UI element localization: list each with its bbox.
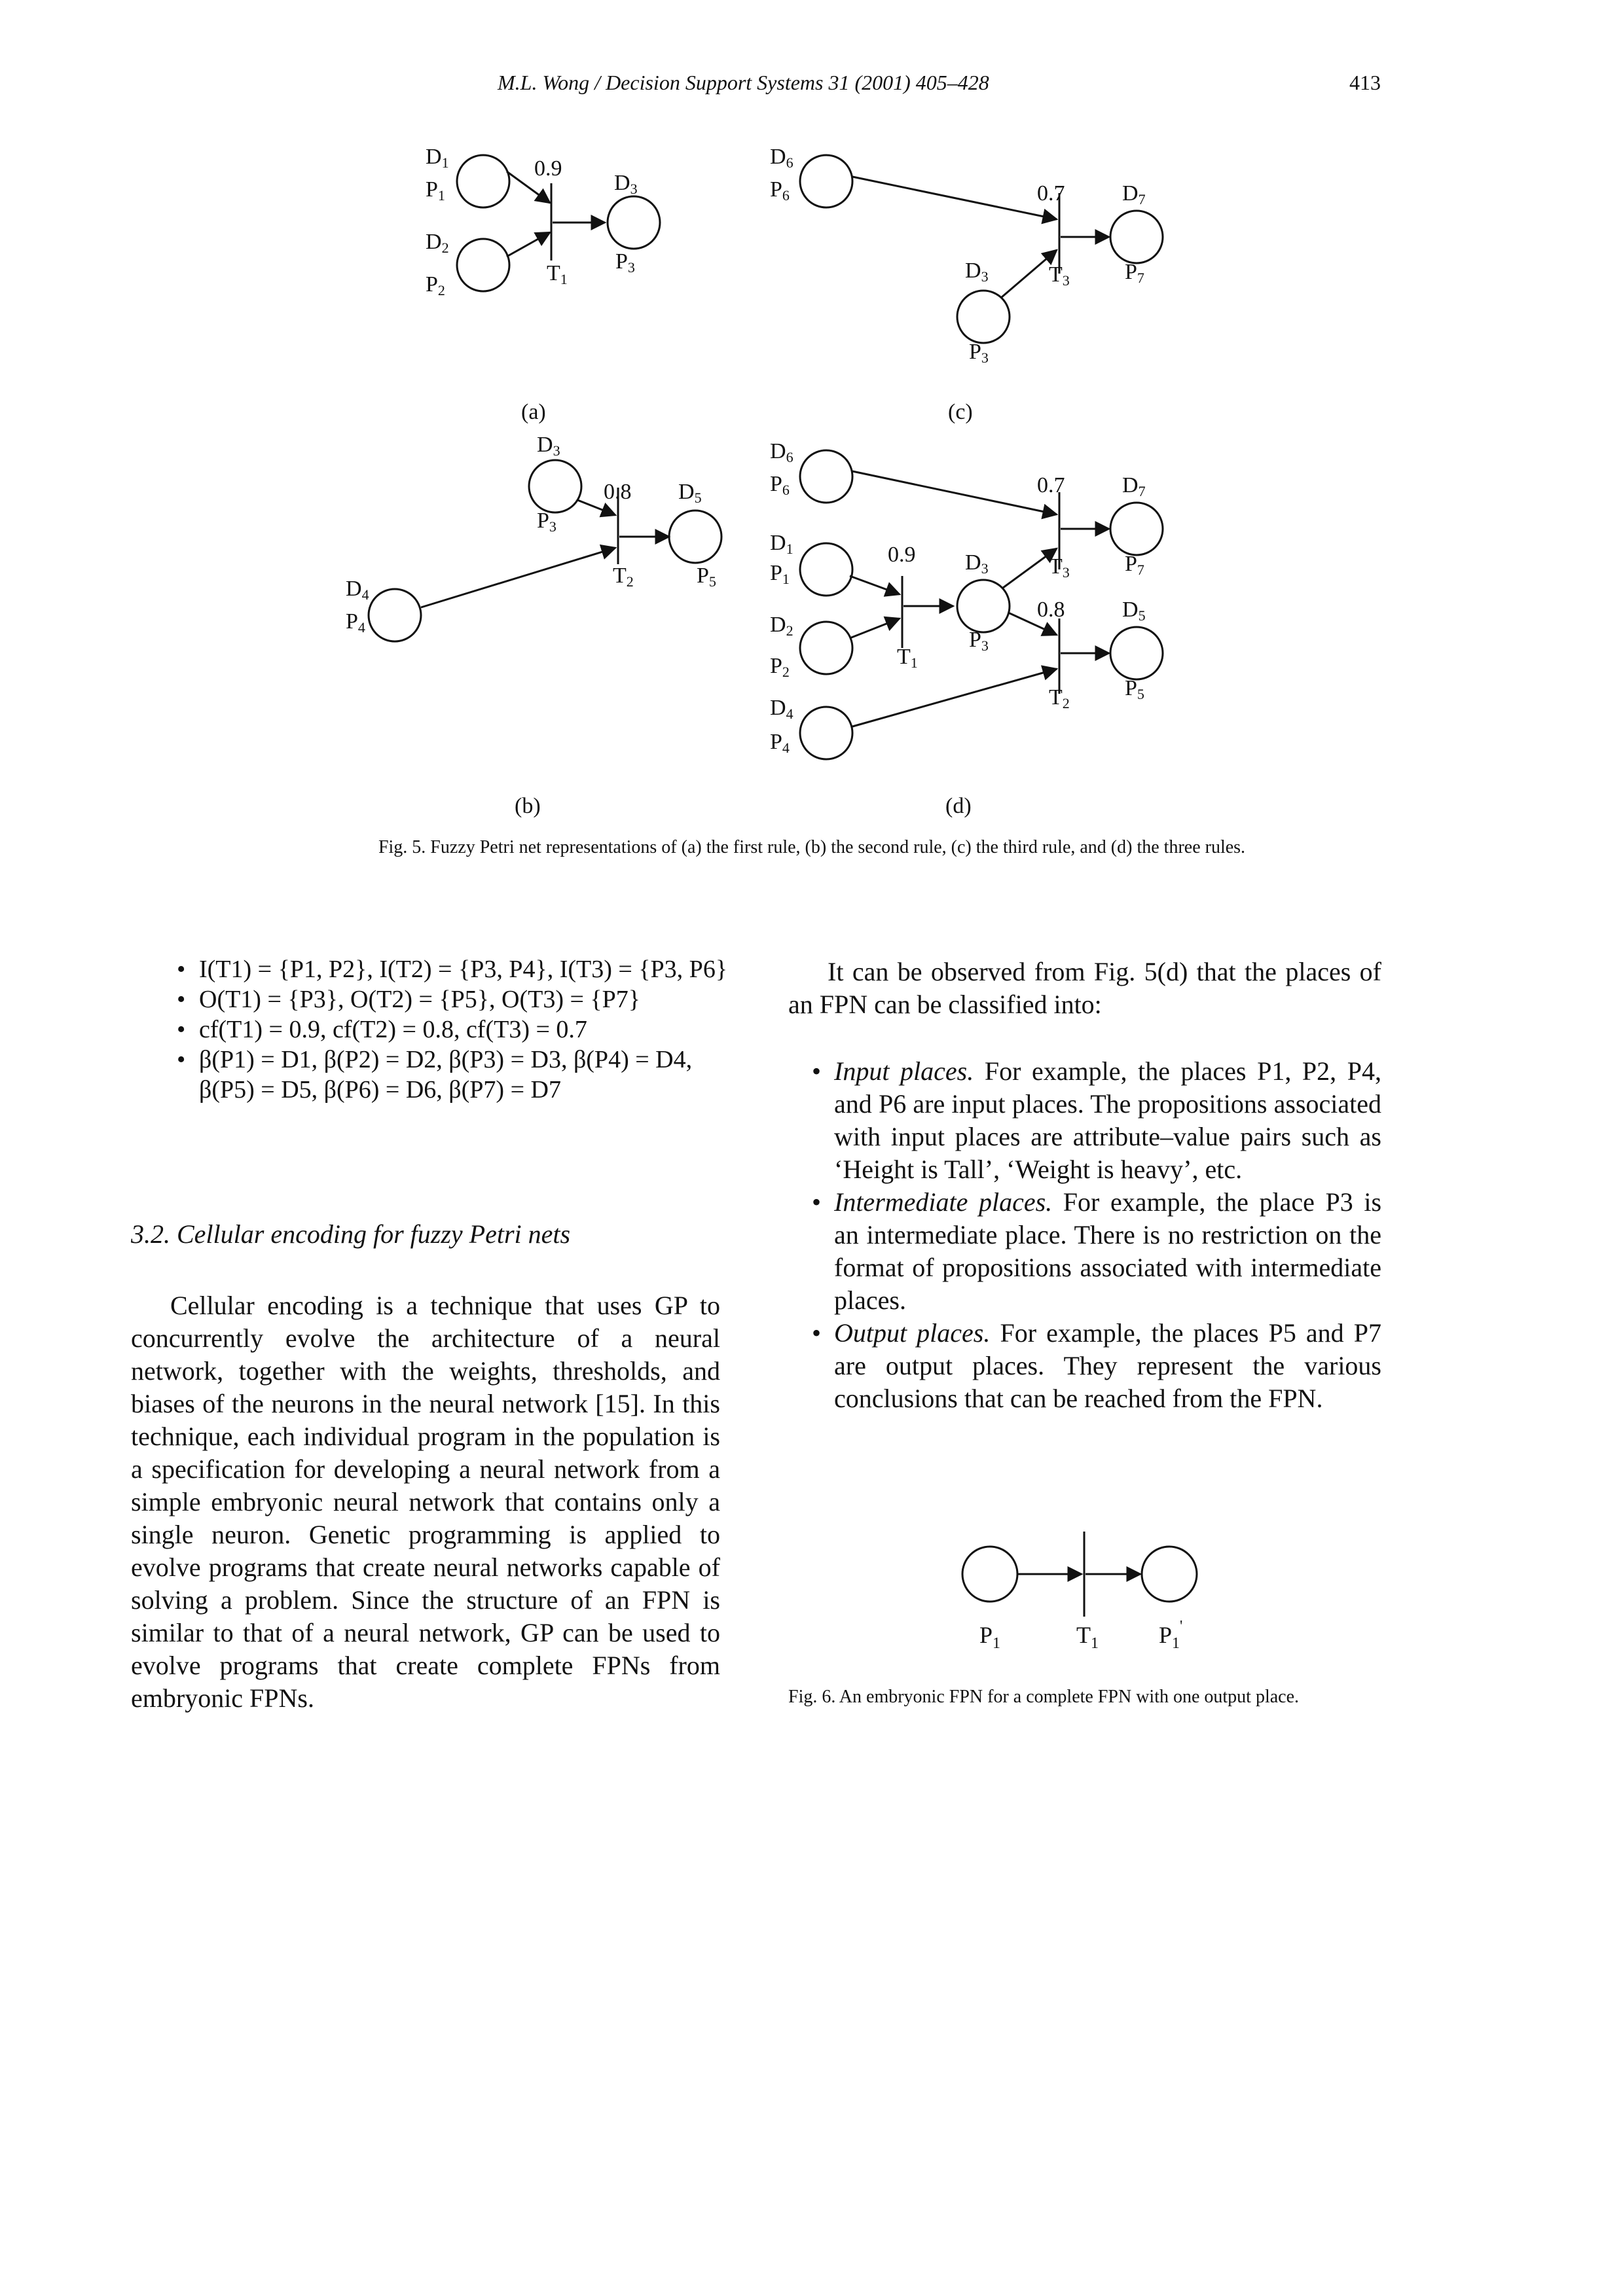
panel-label-c: (c): [948, 400, 973, 424]
beta-mapping-bullet: • β(P1) = D1, β(P2) = D2, β(P3) = D3, β(P4) = D4, β(P5) = D5, β(P6) = D6, β(P7) = D7: [177, 1045, 740, 1105]
label-d7-c: D7: [1122, 181, 1146, 207]
label-d2: D2: [426, 230, 449, 256]
output-places-text: For example, the places P5 and P7 are output places. They represent the various conclusions that can be reached from the FPN.: [834, 1318, 1381, 1413]
intermediate-places-item: [812, 1186, 1381, 1317]
label-p1-fig6: $P_1$: [979, 1622, 1001, 1652]
label-p2-d: P2: [770, 654, 790, 680]
label-p5-b: P5: [697, 564, 716, 590]
label-p7-c: P7: [1125, 260, 1144, 286]
place-p4-d: [800, 707, 852, 759]
arc-p1-t1-d: [850, 576, 900, 594]
label-d6-c: D6: [770, 145, 793, 171]
figure-6-caption: Fig. 6. An embryonic FPN for a complete FPN with one output place.: [788, 1687, 1300, 1707]
label-p1-d: P1: [770, 561, 790, 587]
output-places-term: Output places.: [834, 1318, 991, 1348]
place-p3-b: [529, 460, 581, 512]
place-p6-c: [800, 155, 852, 207]
label-d4-b: D4: [346, 577, 369, 603]
figure-6: [917, 1505, 1283, 1676]
arc-p2-t1-a: [507, 232, 550, 257]
label-p6-d: P6: [770, 472, 790, 498]
label-p3-c: P3: [969, 340, 989, 366]
place-types-list: [812, 1055, 1381, 1415]
place-p5-d: [1110, 627, 1163, 679]
figure-5-caption: Fig. 5. Fuzzy Petri net representations of (a) the first rule, (b) the second rule, (c) the third rule, and (d) the three rules.: [378, 837, 1246, 857]
label-t3-d: T3: [1049, 554, 1070, 581]
label-d3-d: D3: [965, 550, 989, 577]
label-cf2-d: 0.8: [1037, 598, 1065, 622]
section-body: [131, 1289, 720, 1715]
label-d3-b: D3: [537, 433, 560, 459]
intermediate-places-text: For example, the place P3 is an intermediate place. There is no restriction on the format of propositions associated with intermediate places.: [834, 1187, 1382, 1315]
right-intro: [788, 956, 1381, 1021]
certainty-factor-bullet: • cf(T1) = 0.9, cf(T2) = 0.8, cf(T3) = 0.7: [177, 1014, 740, 1045]
output-function-bullet: • O(T1) = {P3}, O(T2) = {P5}, O(T3) = {P7}: [177, 984, 740, 1014]
place-p1-a: [457, 155, 509, 207]
right-intro-text: It can be observed from Fig. 5(d) that the places of an FPN can be classified into:: [788, 957, 1381, 1019]
label-cf3-c: 0.7: [1037, 181, 1065, 206]
label-p3-d: P3: [969, 628, 989, 654]
place-p4-b: [369, 589, 421, 641]
label-p4-d: P4: [770, 730, 790, 756]
arc-p6-t3-d: [852, 471, 1057, 514]
place-p2-d: [800, 622, 852, 674]
label-p1prime-fig6: $P_1'$: [1159, 1618, 1183, 1652]
label-d3-a: D3: [614, 171, 638, 197]
label-d5-b: D5: [678, 480, 702, 506]
section-heading: 3.2. Cellular encoding for fuzzy Petri nets: [131, 1219, 571, 1249]
arc-p4-t2-d: [852, 669, 1057, 726]
label-d1: D1: [426, 145, 449, 171]
label-cf2-b: 0.8: [604, 480, 632, 504]
label-d5-d: D5: [1122, 598, 1146, 624]
place-p2-a: [457, 239, 509, 291]
input-places-item: [812, 1055, 1381, 1186]
place-p7-d: [1110, 503, 1163, 555]
figure-5: [0, 0, 1623, 825]
section-paragraph: Cellular encoding is a technique that uses GP to concurrently evolve the architecture of a neural network, together with the weights, thresholds, and biases of the neurons in the neural network [15]. In this technique, each individual program in the population is a specification for developing a neural network from a simple embryonic neural network that contains only a single neuron. Genetic programming is applied to evolve programs that create neural networks capable of solving a problem. Since the structure of an FPN is similar to that of a neural network, GP can be used to evolve programs that create complete FPNs from embryonic FPNs.: [131, 1291, 720, 1713]
label-d3-c: D3: [965, 259, 989, 285]
rule-definition-list: [177, 954, 740, 1105]
place-p3-a: [608, 196, 660, 249]
output-places-item: [812, 1317, 1381, 1415]
label-d7-d: D7: [1122, 473, 1146, 499]
label-cf1-d: 0.9: [888, 543, 916, 567]
panel-label-d: (d): [945, 794, 972, 818]
label-t1-a: T1: [547, 261, 568, 287]
place-p5-b: [669, 511, 721, 563]
place-p6-d: [800, 450, 852, 503]
place-p1-fig6: [962, 1547, 1017, 1602]
panel-label-a: (a): [521, 400, 546, 424]
label-p7-d: P7: [1125, 552, 1144, 578]
arc-p4-t2-b: [421, 548, 615, 607]
label-d4-d: D4: [770, 696, 793, 722]
intermediate-places-term: Intermediate places.: [834, 1187, 1053, 1217]
input-places-term: Input places.: [834, 1056, 974, 1086]
label-t1-fig6: $T_1$: [1076, 1622, 1099, 1652]
label-t3-c: T3: [1049, 262, 1070, 289]
label-d2-d: D2: [770, 613, 793, 639]
label-t2-b: T2: [613, 564, 634, 590]
arc-p2-t1-d: [850, 619, 900, 638]
place-p7-c: [1110, 211, 1163, 263]
label-p6-c: P6: [770, 177, 790, 204]
running-title: M.L. Wong / Decision Support Systems 31 (2001) 405–428: [498, 71, 989, 94]
label-cf3-d: 0.7: [1037, 473, 1065, 497]
label-d1-d: D1: [770, 531, 793, 557]
page-number: 413: [1349, 71, 1381, 94]
input-function-bullet: • I(T1) = {P1, P2}, I(T2) = {P3, P4}, I(T3) = {P3, P6}: [177, 954, 740, 984]
label-p2: P2: [426, 272, 445, 298]
label-cf1-a: 0.9: [534, 156, 562, 181]
label-p5-d: P5: [1125, 676, 1144, 702]
label-p1: P1: [426, 177, 445, 204]
input-places-text: For example, the places P1, P2, P4, and P6 are input places. The propositions associated with input places are attribute–value pairs such as ‘Height is Tall’, ‘Weight is heavy’, etc.: [834, 1056, 1382, 1184]
label-p3-b: P3: [537, 509, 556, 535]
label-p4-b: P4: [346, 609, 365, 636]
place-p1-d: [800, 543, 852, 596]
label-p3-a: P3: [615, 249, 635, 276]
label-t1-d: T1: [897, 645, 918, 671]
label-t2-d: T2: [1049, 685, 1070, 711]
arc-p6-t3-c: [852, 177, 1057, 219]
place-p3-d: [957, 580, 1010, 632]
place-p1prime-fig6: [1142, 1547, 1197, 1602]
label-d6-d: D6: [770, 439, 793, 465]
place-p3-c: [957, 291, 1010, 343]
panel-label-b: (b): [515, 794, 541, 818]
